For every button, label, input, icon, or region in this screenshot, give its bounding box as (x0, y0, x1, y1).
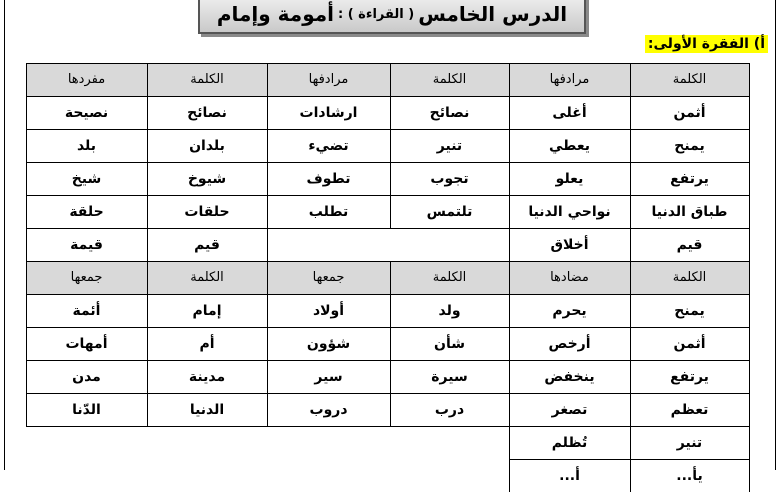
table2-cell: تنير (676, 434, 703, 451)
table2-cell: شؤون (306, 335, 351, 352)
table-col-line (749, 426, 750, 492)
table1-header-cell: مرادفها (267, 63, 390, 96)
table-row-line (26, 228, 750, 229)
table-col-line (630, 261, 631, 426)
table-col-line (26, 261, 27, 426)
page-frame-left (4, 0, 5, 470)
table1-cell: طباق الدنيا (651, 203, 728, 220)
title-subject: ( القراءة ) : (337, 6, 415, 22)
table2-cell: شأن (434, 335, 465, 352)
table1-cell: حلقات (184, 203, 230, 220)
partial-row-cell: أ... (559, 467, 580, 484)
table1-cell: أخلاق (550, 236, 589, 253)
table1-header-cell: الكلمة (630, 63, 749, 96)
table2-cell: مدينة (188, 368, 226, 385)
table1-cell: ارشادات (299, 104, 358, 121)
table-row-line (26, 426, 750, 427)
table-row-line (26, 327, 750, 328)
table-col-line (147, 228, 148, 261)
lesson-title-banner (198, 0, 586, 34)
table2-cell: ولد (438, 302, 461, 319)
table1-header-cell: مرادفها (509, 63, 630, 96)
table2-cell: أمهات (65, 335, 108, 352)
table-col-line (26, 63, 27, 228)
table2-cell: دروب (309, 401, 348, 418)
table2-cell: أثمن (673, 335, 706, 352)
table-row-line (26, 63, 750, 64)
table2-cell: الدّنا (72, 401, 101, 418)
table1-cell: يعلو (555, 170, 584, 187)
table1-cell: بلد (76, 137, 97, 154)
table-row-line (26, 261, 750, 262)
table2-cell: سير (314, 368, 343, 385)
table2-cell: يرتفع (670, 368, 709, 385)
table-col-line (509, 228, 510, 261)
section-label: أ) الفقرة الأولى: (645, 35, 768, 53)
table2-header-cell: جمعها (267, 261, 390, 294)
table2-cell: تعظم (670, 401, 709, 418)
table2-cell: مدن (72, 368, 101, 385)
table2-cell: سيرة (431, 368, 468, 385)
table2-cell: أئمة (72, 302, 101, 319)
table1-cell: نصائح (187, 104, 227, 121)
table1-cell: قيم (194, 236, 220, 253)
table2-cell: درب (434, 401, 465, 418)
table-col-line (509, 426, 510, 492)
table2-header-cell: الكلمة (390, 261, 509, 294)
table-row-line (26, 195, 750, 196)
table1-cell (390, 228, 509, 261)
table-col-line (630, 228, 631, 261)
table1-cell: تلتمس (426, 203, 473, 220)
table1-header-cell: مفردها (26, 63, 147, 96)
table1-cell: قيم (676, 236, 703, 253)
table1-cell: نصيحة (64, 104, 109, 121)
partial-row-cell: يأ... (676, 467, 703, 484)
table-col-line (630, 63, 631, 228)
title-topic: أمومة وإمام (216, 2, 334, 26)
table1-cell: نواحي الدنيا (528, 203, 611, 220)
table-row-line (26, 360, 750, 361)
table-col-line (267, 63, 268, 228)
table2-header-cell: مضادها (509, 261, 630, 294)
table-col-line (749, 261, 750, 426)
table2-cell: تُظلم (551, 434, 588, 451)
table-row-line (26, 294, 750, 295)
table1-cell: تضيء (308, 137, 349, 154)
table-col-line (509, 261, 510, 426)
table-col-line (390, 63, 391, 228)
table2-cell: أولاد (312, 302, 345, 319)
table2-cell: ينخفض (544, 368, 595, 385)
table1-cell: حلقة (69, 203, 104, 220)
table-col-line (630, 426, 631, 492)
title-lesson: الدرس الخامس (418, 2, 568, 26)
table-col-line (267, 261, 268, 426)
table1-cell: تجوب (430, 170, 469, 187)
table1-cell: تطلب (308, 203, 349, 220)
table-col-line (267, 228, 268, 261)
table1-cell: يمنح (674, 137, 705, 154)
table1-cell: يعطي (549, 137, 590, 154)
table2-cell: يمنح (674, 302, 705, 319)
table1-cell: شيخ (71, 170, 102, 187)
table2-cell: يحرم (552, 302, 587, 319)
table-row-line (26, 393, 750, 394)
table1-cell: أغلى (552, 104, 587, 121)
table2-cell: الدنيا (189, 401, 225, 418)
table1-cell (267, 228, 390, 261)
table2-cell: تصغر (551, 401, 588, 418)
table-col-line (147, 261, 148, 426)
table1-cell: قيمة (70, 236, 103, 253)
table-col-line (390, 261, 391, 426)
table-row-line (26, 129, 750, 130)
page-frame-right (775, 0, 776, 470)
table-col-line (147, 63, 148, 228)
table2-cell: إمام (192, 302, 222, 319)
table2-cell: أم (199, 335, 215, 352)
table1-cell: أثمن (673, 104, 706, 121)
table-col-line (749, 228, 750, 261)
table1-cell: يرتفع (670, 170, 709, 187)
table1-cell: تنير (436, 137, 463, 154)
table-col-line (509, 63, 510, 228)
table1-header-cell: الكلمة (147, 63, 267, 96)
table1-cell: نصائح (429, 104, 470, 121)
table2-header-cell: جمعها (26, 261, 147, 294)
table1-cell: تطوف (306, 170, 351, 187)
table-row-line (26, 96, 750, 97)
table2-header-cell: الكلمة (630, 261, 749, 294)
table1-cell: شيوخ (187, 170, 227, 187)
table2-header-cell: الكلمة (147, 261, 267, 294)
table-col-line (749, 63, 750, 228)
table1-header-cell: الكلمة (390, 63, 509, 96)
table-row-line (26, 162, 750, 163)
table2-cell: أرخص (548, 335, 591, 352)
table-col-line (26, 228, 27, 261)
table1-cell: بلدان (189, 137, 225, 154)
